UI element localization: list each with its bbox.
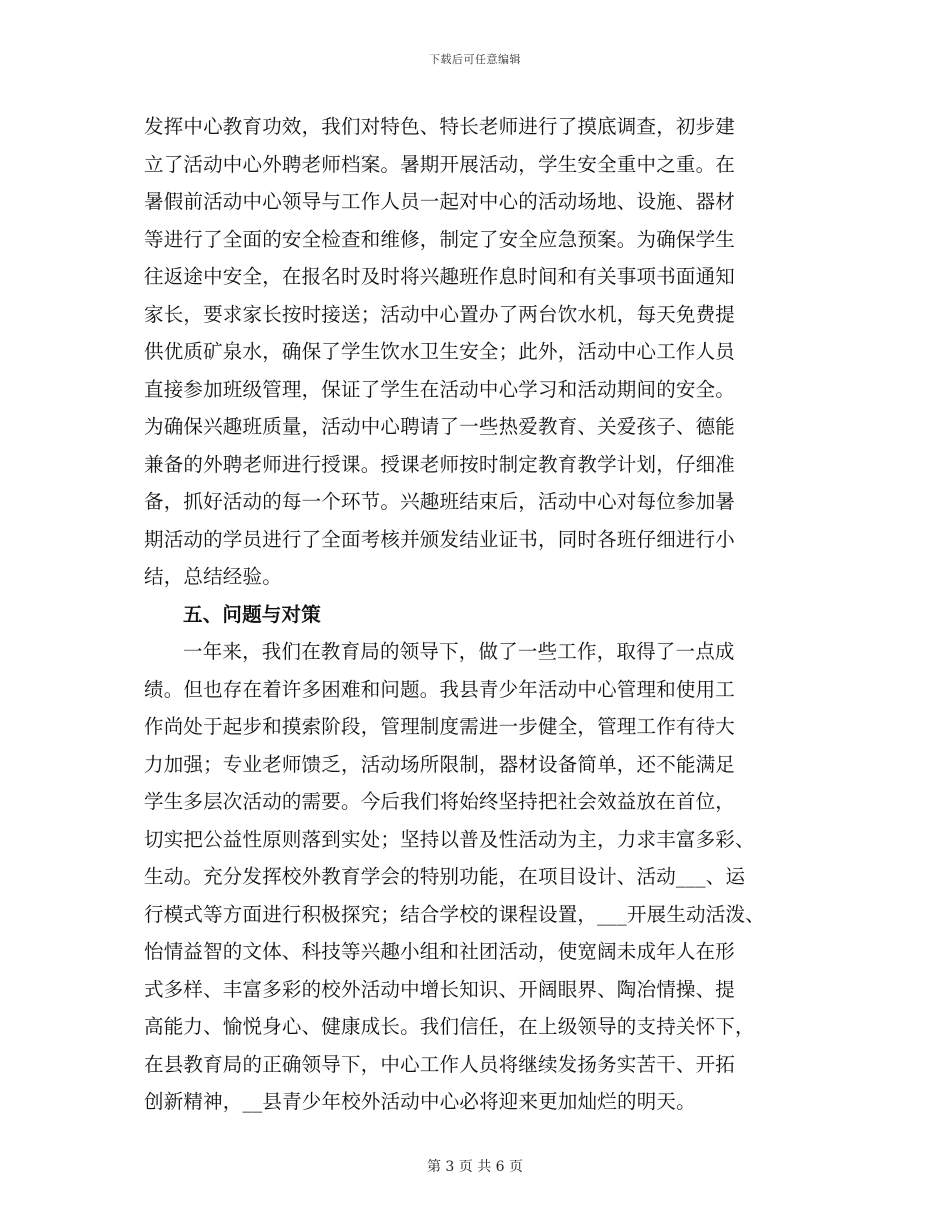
text-line: 式多样、丰富多彩的校外活动中增长知识、开阔眼界、陶冶情操、提 <box>144 977 736 1001</box>
paragraph-problems-and-measures <box>144 633 804 1121</box>
page-number: 第 3 页 共 6 页 <box>426 1159 524 1175</box>
text-line: 发挥中心教育功效，我们对特色、特长老师进行了摸底调查，初步建 <box>144 115 736 138</box>
text-line: 往返途中安全，在报名时及时将兴趣班作息时间和有关事项书面通知 <box>144 265 736 288</box>
text-line: 备，抓好活动的每一个环节。兴趣班结束后，活动中心对每位参加暑 <box>144 490 736 513</box>
text-line: 家长，要求家长按时接送；活动中心置办了两台饮水机，每天免费提 <box>144 302 736 326</box>
text-line: 立了活动中心外聘老师档案。暑期开展活动，学生安全重中之重。在 <box>144 152 736 176</box>
document-body <box>144 108 804 1121</box>
text-line: 直接参加班级管理，保证了学生在活动中心学习和活动期间的安全。 <box>144 377 736 401</box>
text-line: 暑假前活动中心领导与工作人员一起对中心的活动场地、设施、器材 <box>144 190 736 213</box>
text-line: 等进行了全面的安全检查和维修，制定了安全应急预案。为确保学生 <box>144 227 736 251</box>
text-line: 结，总结经验。 <box>144 565 282 588</box>
text-line: 怡情益智的文体、科技等兴趣小组和社团活动，使宽阔未成年人在形 <box>144 940 736 963</box>
text-line: 兼备的外聘老师进行授课。授课老师按时制定教育教学计划，仔细准 <box>144 452 736 476</box>
text-line: 创新精神，__县青少年校外活动中心必将迎来更加灿烂的明天。 <box>144 1090 696 1113</box>
text-line: 生动。充分发挥校外教育学会的特别功能，在项目设计、活动___、运 <box>144 865 746 888</box>
text-line: 学生多层次活动的需要。今后我们将始终坚持把社会效益放在首位， <box>144 790 736 813</box>
text-line: 行模式等方面进行积极探究；结合学校的课程设置，___开展生动活泼、 <box>144 902 765 926</box>
text-line: 绩。但也存在着许多困难和问题。我县青少年活动中心管理和使用工 <box>144 677 736 701</box>
text-line: 供优质矿泉水，确保了学生饮水卫生安全；此外，活动中心工作人员 <box>144 340 736 363</box>
text-line: 高能力、愉悦身心、健康成长。我们信任，在上级领导的支持关怀下， <box>144 1015 755 1038</box>
text-line: 一年来，我们在教育局的领导下，做了一些工作，取得了一点成 <box>183 640 735 663</box>
paragraph-activity-safety <box>144 108 804 596</box>
section-heading: 五、问题与对策 <box>183 602 321 626</box>
text-line: 作尚处于起步和摸索阶段，管理制度需进一步健全，管理工作有待大 <box>144 715 736 738</box>
text-line: 期活动的学员进行了全面考核并颁发结业证书，同时各班仔细进行小 <box>144 527 736 551</box>
text-line: 切实把公益性原则落到实处；坚持以普及性活动为主，力求丰富多彩、 <box>144 827 755 851</box>
text-line: 力加强；专业老师馈乏，活动场所限制，器材设备简单，还不能满足 <box>144 752 736 776</box>
page-header-note: 下载后可任意编辑 <box>429 53 521 66</box>
text-line: 在县教育局的正确领导下，中心工作人员将继续发扬务实苦干、开拓 <box>144 1052 736 1076</box>
text-line: 为确保兴趣班质量，活动中心聘请了一些热爱教育、关爱孩子、德能 <box>144 415 736 438</box>
